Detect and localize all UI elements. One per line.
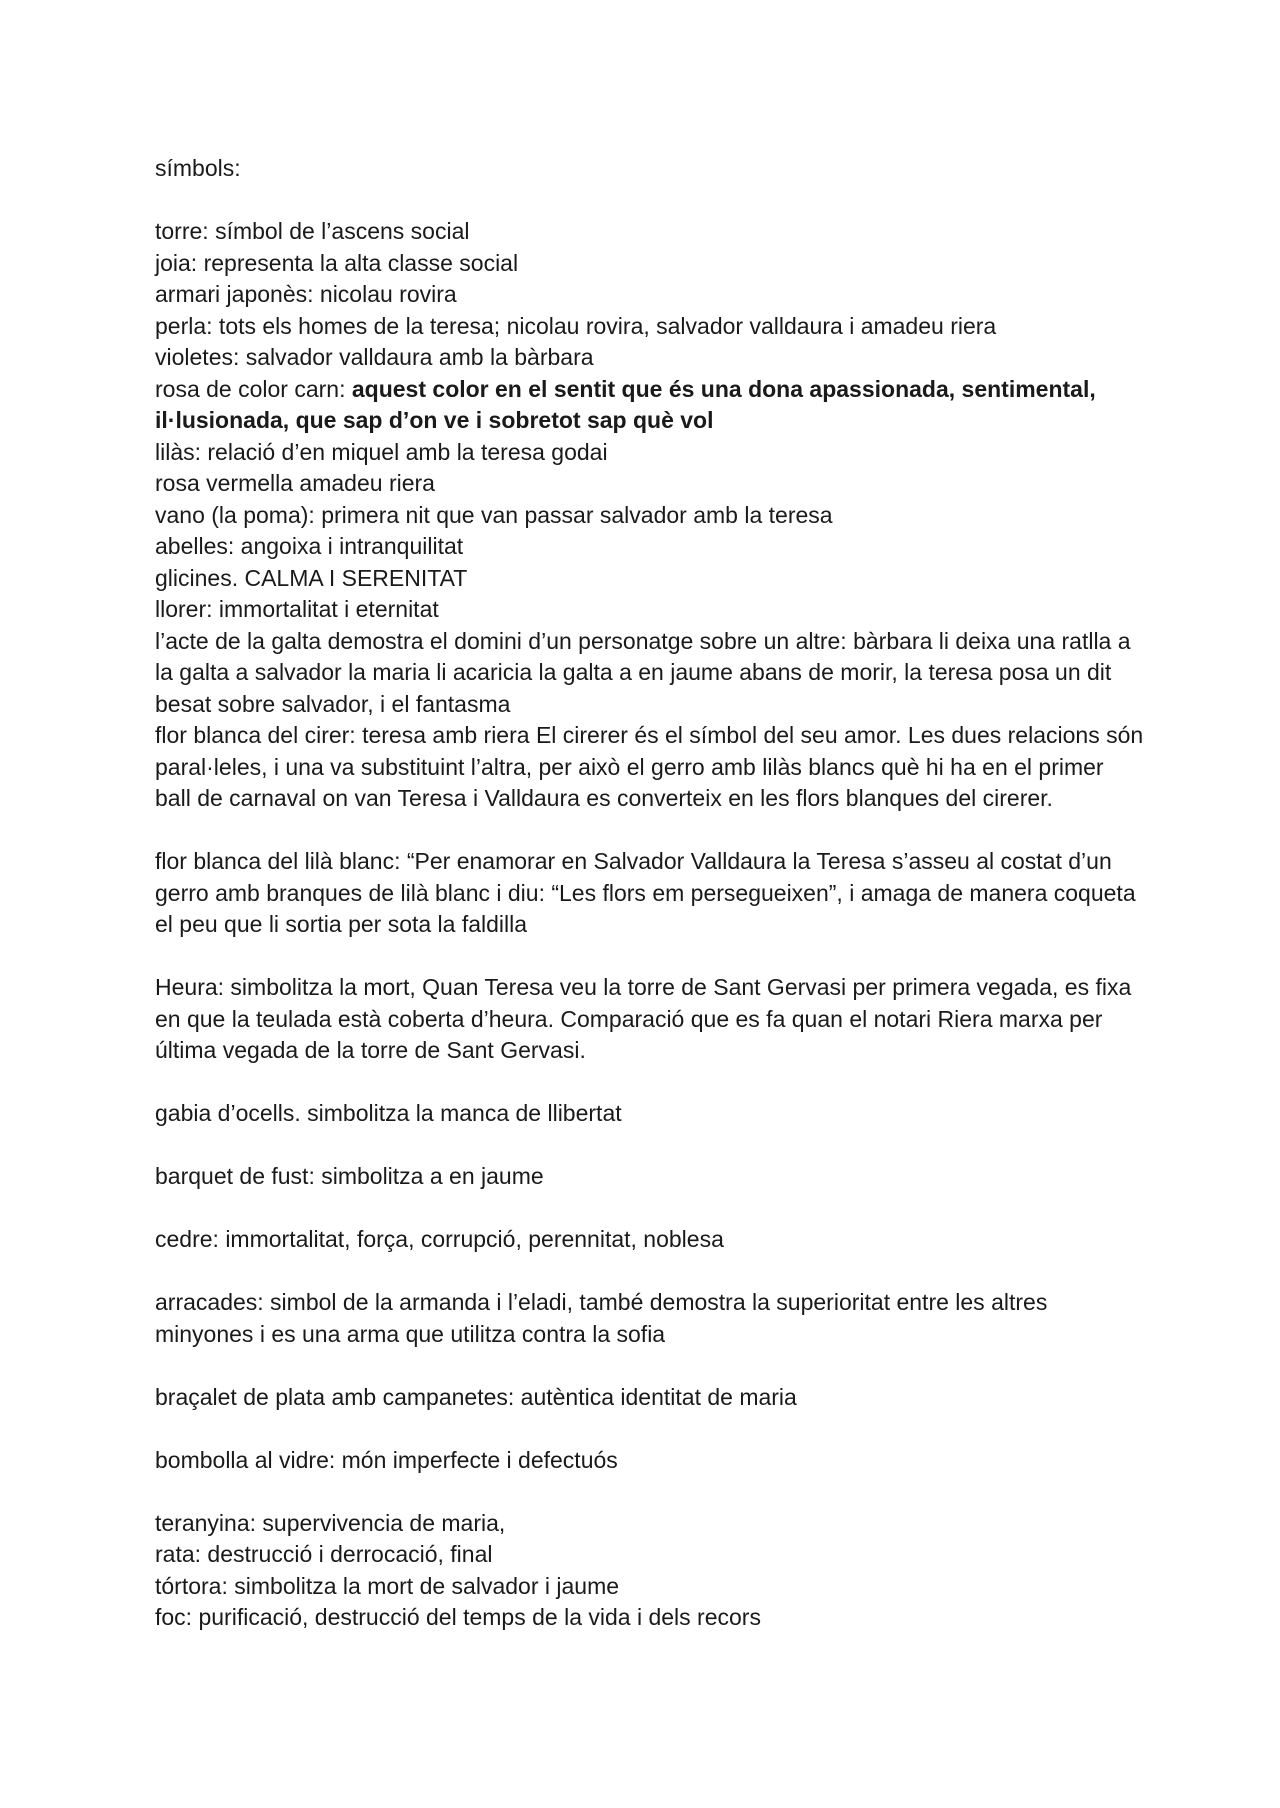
entry-flor-cirer: flor blanca del cirer: teresa amb riera El cirerer és el símbol del seu amor. Les dues relacions són paral·leles, i una va substituint l’altra, per això el gerro amb lilàs blancs què hi ha en el primer ball de carnaval on van Teresa i Valldaura es converteix en les flors blanques del cirerer. <box>155 722 1144 811</box>
spacer <box>155 185 1145 217</box>
entry-rosa-carn <box>155 374 1145 437</box>
entry-bracalet: braçalet de plata amb campanetes: autèntica identitat de maria <box>155 1383 797 1410</box>
spacer <box>155 1256 1145 1288</box>
entry-rosa-carn-label: rosa de color carn: <box>155 375 352 402</box>
entry-perla: perla: tots els homes de la teresa; nicolau rovira, salvador valldaura i amadeu riera <box>155 312 997 339</box>
entry-tortora: tórtora: simbolitza la mort de salvador i jaume <box>155 1572 620 1599</box>
spacer <box>155 1193 1145 1225</box>
entry-teranyina: teranyina: supervivencia de maria, <box>155 1509 506 1536</box>
entry-torre: torre: símbol de l’ascens social <box>155 218 470 244</box>
entry-arracades: arracades: simbol de la armanda i l’eladi, també demostra la superioritat entre les altres minyones i es una arma que utilitza contra la sofia <box>155 1289 1048 1347</box>
entry-abelles: abelles: angoixa i intranquilitat <box>155 533 464 559</box>
entry-armari: armari japonès: nicolau rovira <box>155 281 457 307</box>
spacer <box>155 1130 1145 1162</box>
entry-barquet: barquet de fust: simbolitza a en jaume <box>155 1163 544 1189</box>
entry-lilas: lilàs: relació d’en miquel amb la teresa godai <box>155 438 608 465</box>
entry-galta: l’acte de la galta demostra el domini d’un personatge sobre un altre: bàrbara li deixa una ratlla a la galta a salvador la maria li acaricia la galta a en jaume abans de morir, la teresa posa un dit besat sobre salvador, i el fantasma <box>155 627 1131 717</box>
entry-foc: foc: purificació, destrucció del temps de la vida i dels recors <box>155 1604 761 1630</box>
entry-gabia: gabia d’ocells. simbolitza la manca de llibertat <box>155 1100 622 1126</box>
entry-glicines: glicines. CALMA I SERENITAT <box>155 564 468 591</box>
spacer <box>155 1350 1145 1382</box>
entry-joia: joia: representa la alta classe social <box>155 249 519 276</box>
entry-bombolla: bombolla al vidre: món imperfecte i defectuós <box>155 1446 618 1473</box>
spacer <box>155 815 1145 847</box>
spacer <box>155 941 1145 973</box>
entry-rosa-vermella: rosa vermella amadeu riera <box>155 470 435 496</box>
document-content <box>155 153 1145 1634</box>
entry-flor-lila: flor blanca del lilà blanc: “Per enamorar en Salvador Valldaura la Teresa s’asseu al costat d’un gerro amb branques de lilà blanc i diu: “Les flors em persegueixen”, i amaga de manera coqueta el peu que li sortia per sota la faldilla <box>155 848 1136 937</box>
entry-violetes: violetes: salvador valldaura amb la bàrbara <box>155 344 594 370</box>
entry-heura: Heura: simbolitza la mort, Quan Teresa veu la torre de Sant Gervasi per primera vegada, es fixa en que la teulada està coberta d’heura. Comparació que es fa quan el notari Riera marxa per última vegada de la torre de Sant Gervasi. <box>155 974 1132 1063</box>
entry-llorer: llorer: immortalitat i eternitat <box>155 596 439 622</box>
spacer <box>155 1413 1145 1445</box>
document-title: símbols: <box>155 155 241 181</box>
spacer <box>155 1067 1145 1099</box>
entry-rata: rata: destrucció i derrocació, final <box>155 1541 493 1567</box>
entry-rosa-carn-bold: aquest color en el sentit que és una dona apassionada, sentimental, il·lusionada, que sap d’on ve i sobretot sap què vol <box>155 375 1096 433</box>
spacer <box>155 1476 1145 1508</box>
entry-vano: vano (la poma): primera nit que van passar salvador amb la teresa <box>155 501 833 528</box>
entry-cedre: cedre: immortalitat, força, corrupció, perennitat, noblesa <box>155 1226 724 1252</box>
